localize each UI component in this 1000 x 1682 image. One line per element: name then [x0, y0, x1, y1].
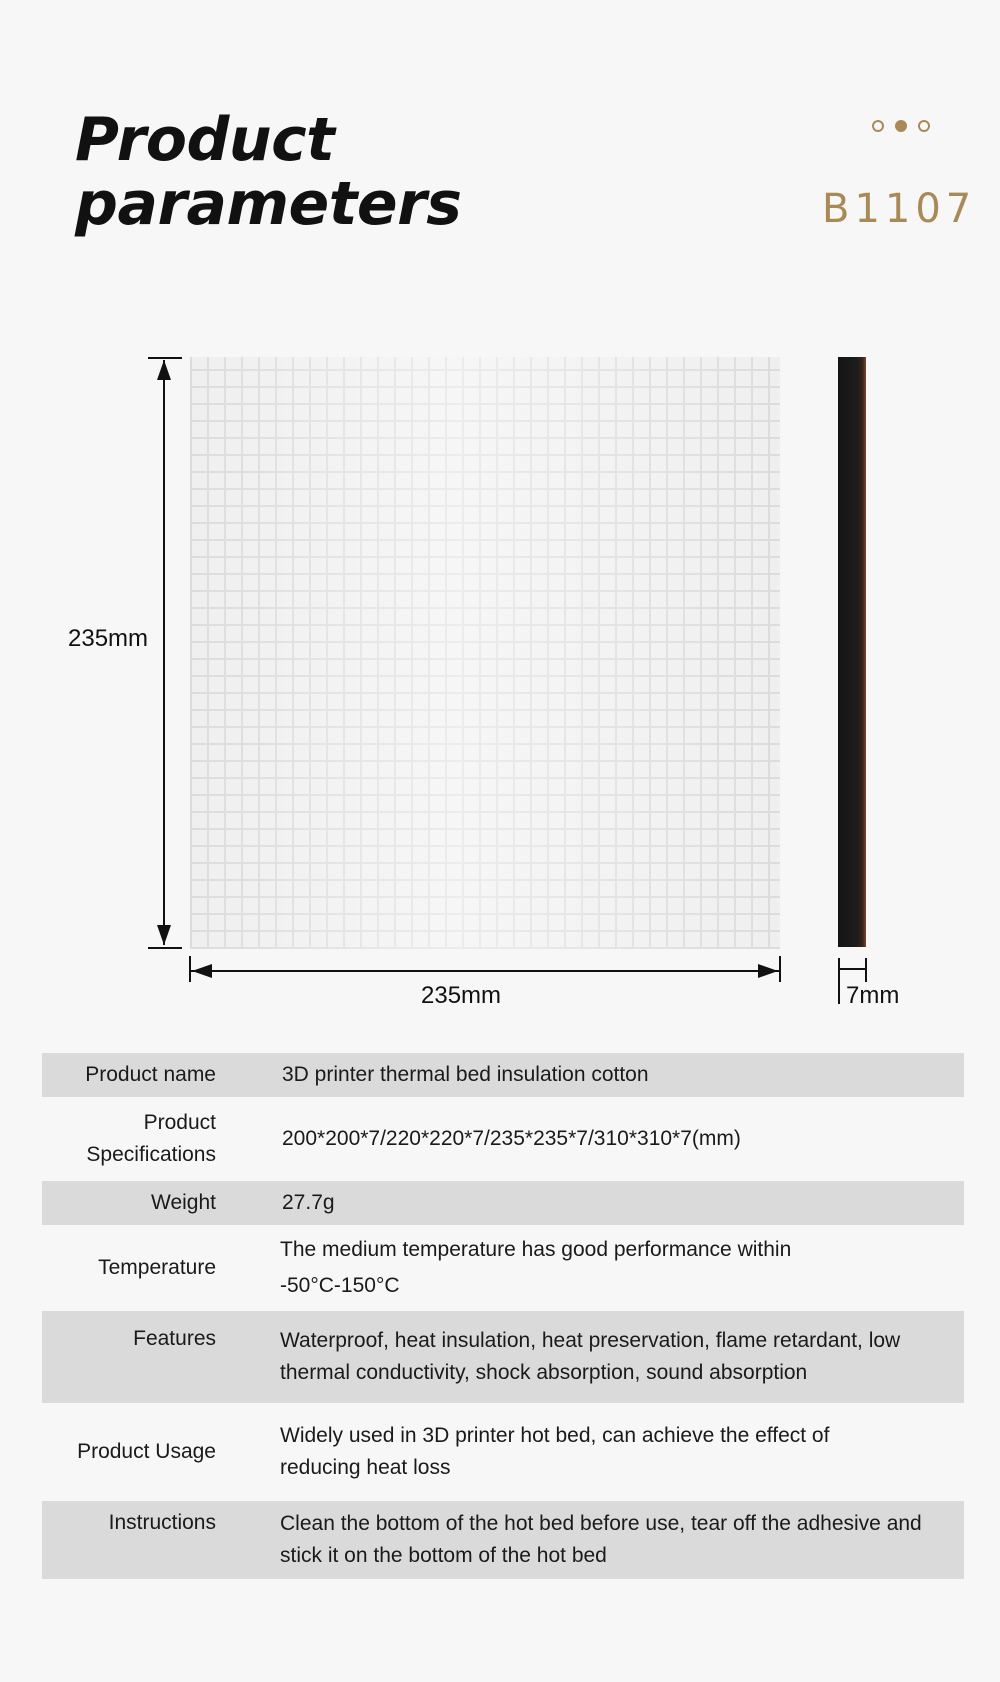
table-row — [42, 1181, 964, 1225]
spec-value: 3D printer thermal bed insulation cotton — [282, 1063, 649, 1086]
spec-label: Temperature — [98, 1256, 216, 1279]
table-row — [42, 1501, 964, 1579]
width-dimension-line — [190, 970, 780, 972]
spec-label: Product name — [85, 1063, 216, 1086]
table-row — [42, 1311, 964, 1403]
thickness-tick-right — [865, 958, 867, 982]
spec-label: Product Usage — [77, 1440, 216, 1463]
insulation-pad-side-image — [838, 357, 866, 947]
spec-value: Widely used in 3D printer hot bed, can achieve the effect of reducing heat loss — [280, 1424, 830, 1479]
height-label: 235mm — [68, 625, 149, 652]
width-label: 235mm — [421, 982, 502, 1009]
spec-value: 27.7g — [282, 1191, 335, 1214]
spec-label: Instructions — [108, 1511, 216, 1534]
spec-label: Features — [133, 1327, 216, 1350]
spec-value: 200*200*7/220*220*7/235*235*7/310*310*7(mm) — [282, 1127, 741, 1150]
table-row — [42, 1225, 964, 1311]
dot-indicator — [918, 120, 930, 132]
thickness-dimension-line — [840, 968, 866, 970]
title-line-1: Product — [75, 105, 335, 175]
thickness-label: 7mm — [846, 982, 900, 1009]
arrow-down-icon — [157, 925, 171, 945]
width-dimension-tick-left — [189, 956, 191, 982]
title-line-2: parameters — [75, 169, 462, 239]
spec-value: Clean the bottom of the hot bed before use, tear off the adhesive and stick it on the bottom of the hot bed — [280, 1512, 922, 1567]
height-dimension-tick-bottom — [148, 947, 182, 949]
spec-label: Product Specifications — [86, 1111, 216, 1166]
spec-label: Weight — [151, 1191, 216, 1214]
pagination-dots — [872, 120, 930, 132]
table-row — [42, 1053, 964, 1097]
table-row — [42, 1403, 964, 1501]
spec-value: The medium temperature has good performance within -50°C-150°C — [280, 1238, 792, 1297]
spec-value: Waterproof, heat insulation, heat preservation, flame retardant, low thermal conductivity, shock absorption, sound absorption — [280, 1329, 901, 1384]
width-dimension-tick-right — [779, 956, 781, 982]
arrow-up-icon — [157, 360, 171, 380]
table-row — [42, 1097, 964, 1181]
height-dimension-tick-top — [148, 357, 182, 359]
spec-table — [42, 1053, 964, 1579]
insulation-pad-image — [190, 357, 780, 949]
height-dimension-line — [163, 360, 165, 945]
dot-indicator — [872, 120, 884, 132]
thickness-tick-left — [838, 958, 840, 1004]
arrow-right-icon — [758, 964, 778, 978]
dot-indicator-active — [895, 120, 907, 132]
arrow-left-icon — [192, 964, 212, 978]
model-number: B1107 — [822, 186, 977, 232]
page-title — [75, 105, 462, 239]
